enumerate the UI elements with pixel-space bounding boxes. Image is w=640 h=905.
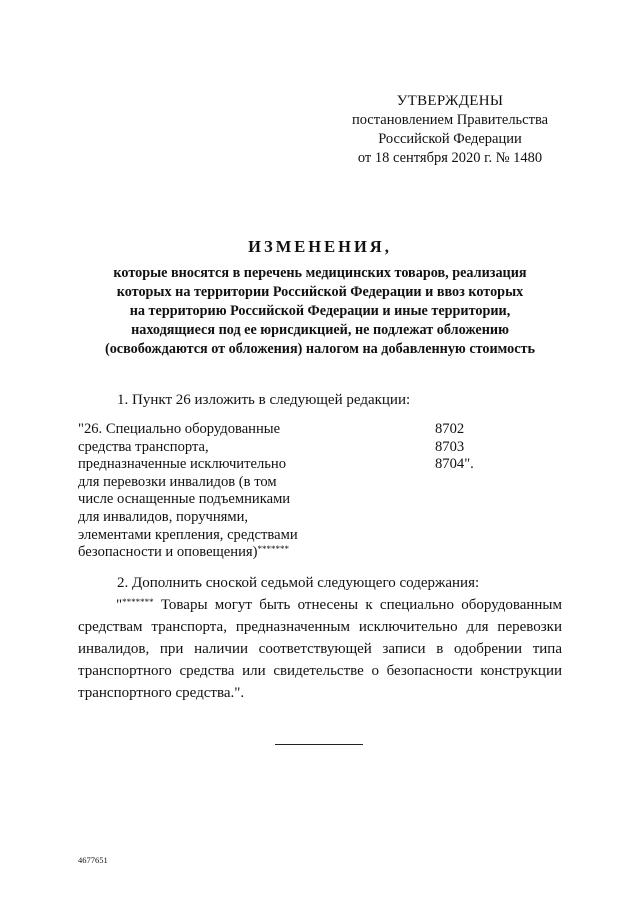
footnote-line: инвалидов, при наличии соответствующей записи в одобрении типа: [78, 641, 562, 657]
document-title: ИЗМЕНЕНИЯ,: [248, 237, 392, 256]
subtitle-line: (освобождаются от обложения) налогом на добавленную стоимость: [104, 341, 536, 357]
subtitle-line: которых на территории Российской Федерации и ввоз которых: [116, 284, 524, 300]
item-line: для перевозки инвалидов (в том: [78, 473, 277, 490]
footnote-marker: *******: [257, 544, 289, 555]
code-value: 8703: [435, 438, 465, 455]
point-2: 2. Дополнить сноской седьмой следующего содержания:: [117, 575, 480, 591]
item-26-description: [78, 421, 358, 562]
footnote-line-text: Товары могут быть отнесены к специально оборудованным: [153, 597, 562, 613]
approval-line-2: Российской Федерации: [378, 131, 522, 147]
footnote-line: [78, 594, 562, 616]
footnote-open-quote: ": [116, 597, 123, 613]
item-line: средства транспорта,: [78, 438, 209, 455]
item-26-codes: [435, 421, 474, 474]
footnote-line: транспортного средства или свидетельстве о безопасности конструкции: [78, 663, 562, 679]
footnote-line: транспортного средства.".: [78, 685, 245, 701]
code-value: 8704".: [435, 456, 474, 473]
document-subtitle: [75, 264, 565, 359]
item-line-text: безопасности и оповещения): [78, 544, 258, 561]
footnote-line: средствам транспорта, предназначенным исключительно для перевозки: [78, 619, 562, 635]
approval-block: [330, 92, 570, 168]
item-line: предназначенные исключительно: [78, 456, 286, 473]
approval-line-3: от 18 сентября 2020 г. № 1480: [357, 150, 543, 166]
item-line: для инвалидов, поручнями,: [78, 508, 249, 525]
subtitle-line: находящиеся под ее юрисдикцией, не подлежат обложению: [131, 322, 509, 338]
footnote-marker: *******: [122, 597, 154, 607]
footnote-text: [78, 594, 562, 704]
item-line: элементами крепления, средствами: [78, 526, 298, 543]
point-1: 1. Пункт 26 изложить в следующей редакции:: [117, 392, 411, 408]
separator-line: [275, 744, 363, 745]
item-line: [78, 544, 358, 562]
document-code: 4677651: [78, 855, 108, 865]
item-line: числе оснащенные подъемниками: [78, 491, 291, 508]
subtitle-line: которые вносятся в перечень медицинских товаров, реализация: [113, 265, 527, 281]
subtitle-line: на территорию Российской Федерации и иные территории,: [129, 303, 511, 319]
approval-line-1: постановлением Правительства: [351, 112, 549, 128]
approval-heading: УТВЕРЖДЕНЫ: [396, 93, 504, 109]
item-line: "26. Специально оборудованные: [78, 421, 281, 437]
code-value: 8702: [435, 421, 465, 437]
